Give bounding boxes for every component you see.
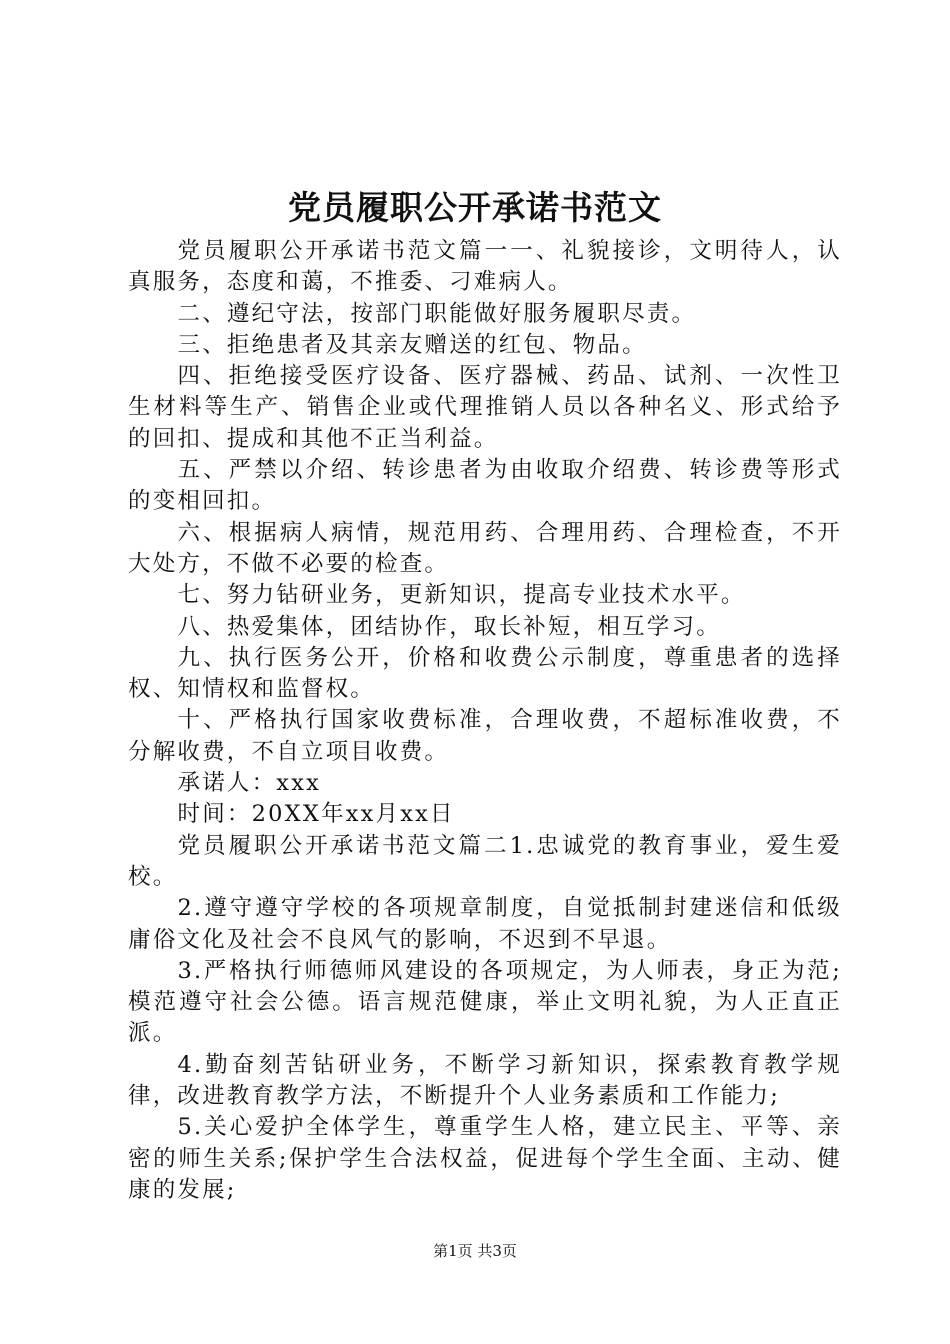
paragraph: 5.关心爱护全体学生，尊重学生人格，建立民主、平等、亲密的师生关系;保护学生合法权益，促进每个学生全面、主动、健康的发展;	[128, 1114, 842, 1203]
paragraph: 3.严格执行师德师风建设的各项规定，为人师表，身正为范;模范遵守社会公德。语言规范健康，举止文明礼貌，为人正直正派。	[128, 957, 842, 1047]
document-title: 党员履职公开承诺书范文	[288, 188, 662, 227]
paragraph: 党员履职公开承诺书范文篇一一、礼貌接诊，文明待人，认真服务，态度和蔼，不推委、刁难病人。	[128, 238, 842, 296]
paragraph: 十、严格执行国家收费标准，合理收费，不超标准收费，不分解收费，不自立项目收费。	[128, 707, 842, 765]
paragraph: 三、拒绝患者及其亲友赠送的红包、物品。	[177, 331, 647, 358]
paragraph: 四、拒绝接受医疗设备、医疗器械、药品、试剂、一次性卫生材料等生产、销售企业或代理推销人员以各种名义、形式给予的回扣、提成和其他不正当利益。	[128, 363, 842, 452]
page-number-footer: 第1页 共3页	[433, 1242, 517, 1260]
paragraph: 七、努力钻研业务，更新知识，提高专业技术水平。	[177, 582, 746, 609]
paragraph: 2.遵守遵守学校的各项规章制度，自觉抵制封建迷信和低级庸俗文化及社会不良风气的影响，不迟到不早退。	[128, 895, 842, 953]
paragraph: 九、执行医务公开，价格和收费公示制度，尊重患者的选择权、知情权和监督权。	[128, 644, 842, 703]
paragraph: 4.勤奋刻苦钻研业务，不断学习新知识，探索教育教学规律，改进教育教学方法，不断提升个人业务素质和工作能力;	[128, 1051, 842, 1110]
paragraph: 二、遵纪守法，按部门职能做好服务履职尽责。	[177, 300, 697, 327]
paragraph: 六、根据病人病情，规范用药、合理用药、合理检查，不开大处方，不做不必要的检查。	[128, 519, 842, 577]
date-line: 时间：20XX年xx月xx日	[177, 801, 455, 828]
paragraph: 八、热爱集体，团结协作，取长补短，相互学习。	[177, 613, 721, 640]
paragraph: 五、严禁以介绍、转诊患者为由收取介绍费、转诊费等形式的变相回扣。	[128, 457, 842, 515]
signatory-line: 承诺人：xxx	[177, 770, 321, 797]
paragraph: 党员履职公开承诺书范文篇二1.忠诚党的教育事业，爱生爱校。	[128, 832, 842, 890]
document-body	[128, 236, 842, 1206]
